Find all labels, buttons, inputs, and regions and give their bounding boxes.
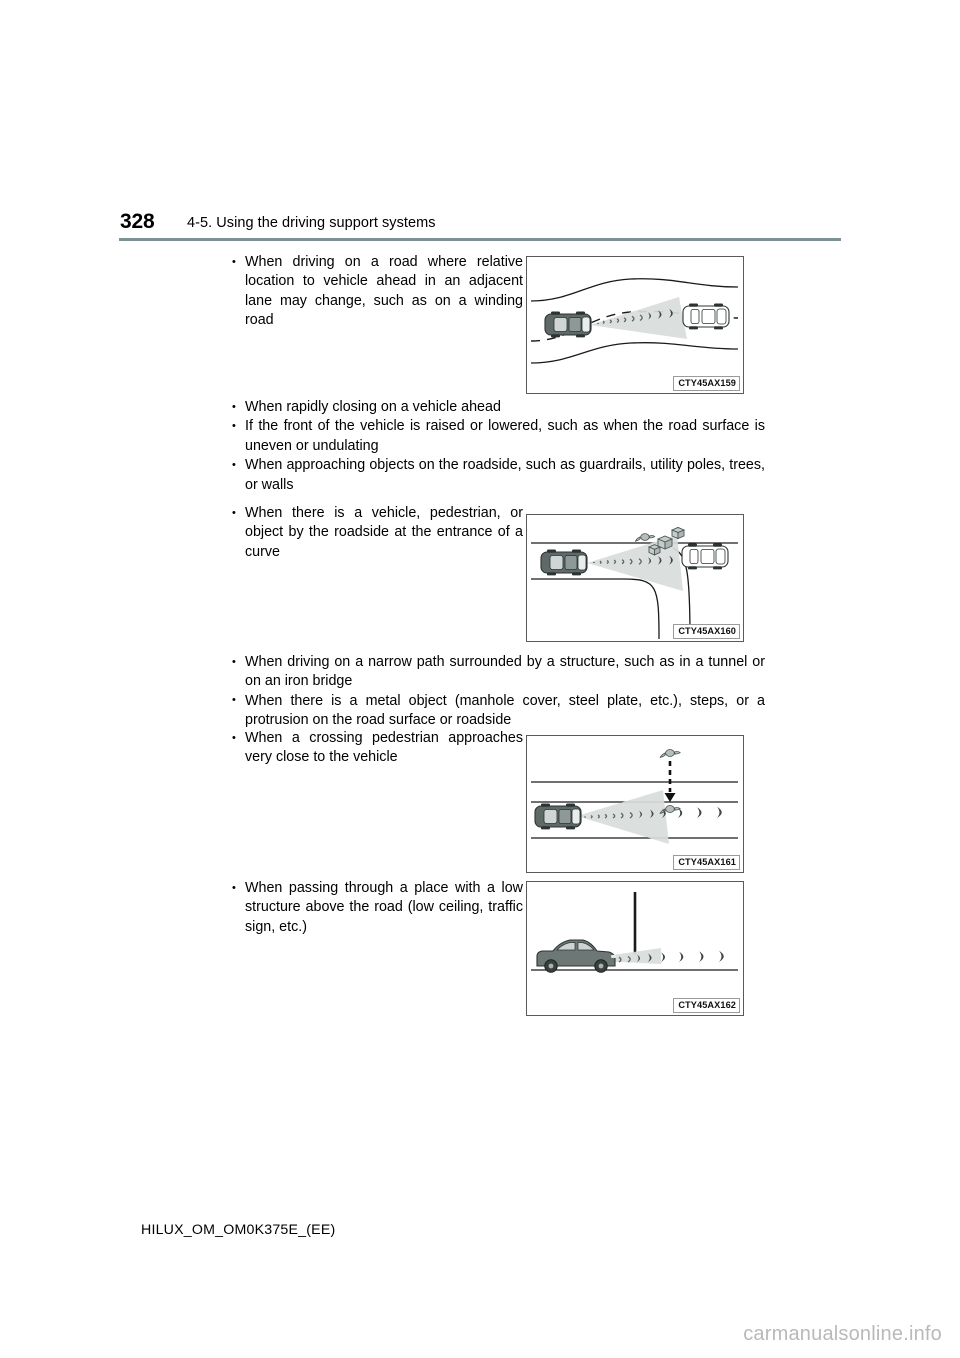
list-item: • When approaching objects on the roadside, such as guardrails, utility poles, trees, or walls: [231, 456, 765, 495]
list-item: • When there is a metal object (manhole cover, steel plate, etc.), steps, or a protrusion on the road surface or roadside: [231, 692, 765, 731]
host-vehicle-icon: [541, 550, 587, 576]
bullet-group-6: [231, 879, 521, 937]
list-item: • When rapidly closing on a vehicle ahead: [231, 398, 765, 417]
figure-crossing-pedestrian-graphic: [527, 736, 742, 871]
figure-code: CTY45AX162: [673, 998, 740, 1013]
figure-low-structure-graphic: [527, 882, 742, 1014]
figure-curve-entrance-graphic: [527, 515, 742, 640]
figure-code: CTY45AX160: [673, 624, 740, 639]
host-vehicle-icon: [535, 804, 581, 830]
figure-crossing-pedestrian: [526, 735, 744, 873]
pedestrian-icon: [636, 534, 655, 542]
figure-code: CTY45AX161: [673, 855, 740, 870]
figure-curve-entrance: [526, 514, 744, 642]
bullet-group-1: [231, 253, 521, 331]
vehicle-ahead-icon: [683, 304, 729, 330]
list-item: • If the front of the vehicle is raised or lowered, such as when the road surface is uneven or undulating: [231, 417, 765, 456]
bullet-group-5: [231, 729, 521, 768]
site-watermark: carmanualsonline.info: [743, 1323, 942, 1345]
list-item: • When driving on a road where relative location to vehicle ahead in an adjacent lane may change, such as on a winding road: [231, 253, 523, 331]
host-vehicle-icon: [545, 312, 591, 338]
figure-winding-road-graphic: [527, 257, 742, 392]
figure-winding-road: [526, 256, 744, 394]
figure-low-structure: [526, 881, 744, 1016]
list-item: • When there is a vehicle, pedestrian, or object by the roadside at the entrance of a curve: [231, 504, 523, 562]
figure-code: CTY45AX159: [673, 376, 740, 391]
list-item: • When driving on a narrow path surrounded by a structure, such as in a tunnel or on an iron bridge: [231, 653, 765, 692]
host-vehicle-side-icon: [537, 940, 616, 972]
page-number: 328: [120, 210, 155, 233]
header-section-title: 4-5. Using the driving support systems: [187, 215, 436, 231]
bullet-group-4: [231, 653, 765, 731]
list-item: • When a crossing pedestrian approaches very close to the vehicle: [231, 729, 523, 768]
bullet-group-2: [231, 398, 765, 495]
header-divider-rule: [119, 238, 841, 241]
document-code: HILUX_OM_OM0K375E_(EE): [141, 1222, 336, 1238]
pedestrian-icon: [660, 750, 680, 758]
list-item: • When passing through a place with a low structure above the road (low ceiling, traffic sign, etc.): [231, 879, 523, 937]
vehicle-ahead-icon: [682, 544, 728, 570]
bullet-group-3: [231, 504, 521, 562]
